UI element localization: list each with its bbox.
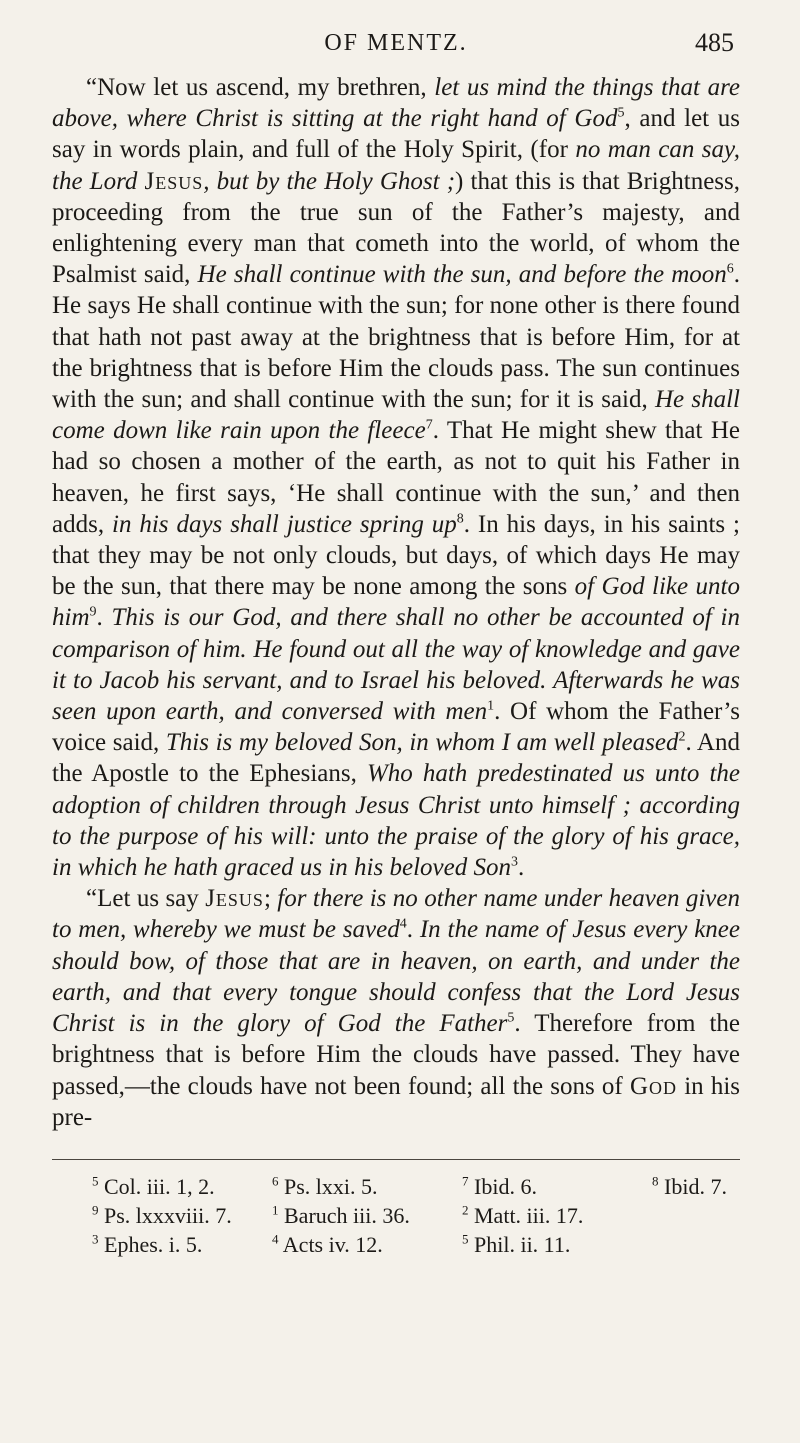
italic-run: He shall come down like rain upon the fleece <box>52 386 740 445</box>
italic-run: for there is no other name under heaven given to men, whereby we must be saved <box>52 885 740 944</box>
footnote <box>462 1230 652 1259</box>
text-run: . <box>517 854 525 882</box>
footnote <box>92 1201 272 1230</box>
footnote-ref: 3 <box>510 854 518 870</box>
footnote-text: Ephes. i. 5. <box>98 1231 203 1257</box>
text-run: ) that this is that Brightness, proceeding from the true sun of the Father’s majesty, and enlightening every man that cometh into the world, of whom the Psalmist said, <box>52 167 740 289</box>
footnote-number: 6 <box>272 1173 279 1189</box>
footnote-text: Ps. lxxi. 5. <box>278 1173 378 1199</box>
footnote-text: Ibid. 7. <box>658 1173 727 1199</box>
footnote-ref: 9 <box>89 605 97 621</box>
footnotes <box>52 1172 740 1259</box>
italic-run: let us mind the things that are above, where Christ is sitting at the right hand of God <box>52 74 740 133</box>
footnote-text: Col. iii. 1, 2. <box>98 1173 215 1199</box>
footnote-number: 2 <box>462 1202 469 1218</box>
text-run: . In his days, in his saints ; that they may be not only clouds, but days, of which days He may be the sun, that there may be none among the sons <box>52 510 740 601</box>
footnote-ref: 2 <box>678 729 686 745</box>
body-text <box>52 72 740 1133</box>
italic-run: no man can say, the Lord <box>52 136 740 195</box>
italic-run: of God like unto him <box>52 573 740 632</box>
footnote <box>462 1201 652 1230</box>
text-run: . <box>96 604 112 632</box>
footnote <box>652 1172 740 1201</box>
paragraph <box>52 72 740 883</box>
footnote-text: Baruch iii. 36. <box>278 1202 410 1228</box>
footnote-ref: 5 <box>507 1010 515 1026</box>
text-run: . That He might shew that He had so chosen a mother of the earth, as not to quit his Father in heaven, he first says, ‘He shall continue with the sun,’ and then adds, <box>52 417 740 538</box>
text-run: . <box>406 916 420 944</box>
italic-run: in his days shall justice spring up <box>112 510 457 538</box>
footnote <box>272 1230 462 1259</box>
page-number: 485 <box>695 28 734 57</box>
italic-run: , but by the Holy Ghost ; <box>203 167 456 195</box>
footnote-number: 5 <box>462 1231 469 1247</box>
footnote <box>652 1201 740 1230</box>
footnote <box>652 1230 740 1259</box>
footnote-number: 7 <box>462 1173 469 1189</box>
text-run: in his pre- <box>52 1072 740 1131</box>
footnote <box>462 1172 652 1201</box>
footnote-ref: 7 <box>425 417 433 433</box>
footnote-number: 4 <box>272 1231 279 1247</box>
text-run: “Let us say <box>86 885 206 913</box>
footnote-ref: 1 <box>487 698 495 714</box>
footnote-text: Ibid. 6. <box>468 1173 537 1199</box>
paragraph <box>52 883 740 1133</box>
footnote-number: 3 <box>92 1231 99 1247</box>
small-caps-run: Jesus <box>205 885 264 913</box>
text-run: , and let us say in words plain, and full of the Holy Spirit, (for <box>52 105 740 164</box>
italic-run: This is our God, and there shall no other be accounted of in comparison of him. He found out all the way of knowledge and gave it to Jacob his servant, and to Israel his beloved. Afterwards he was seen upon earth, and conversed with men <box>52 604 740 726</box>
small-caps-run: God <box>629 1072 678 1100</box>
footnote-ref: 8 <box>456 511 464 527</box>
footnote-text: Ps. lxxxviii. 7. <box>98 1202 232 1228</box>
text-run: ; <box>263 885 278 913</box>
running-title: OF MENTZ. <box>324 30 468 56</box>
italic-run: Who hath predestinated us unto the adoption of children through Jesus Christ unto himself ; according to the purpose of his will: unto the praise of the glory of his grace, in which he hath graced us in his beloved Son <box>52 760 740 882</box>
footnote-ref: 6 <box>726 261 734 277</box>
footnote-number: 1 <box>272 1202 279 1218</box>
text-run: . Of whom the Father’s voice said, <box>52 698 740 757</box>
running-head <box>52 0 740 68</box>
footnote-number: 9 <box>92 1202 99 1218</box>
footnote <box>92 1172 272 1201</box>
text-run: . And the Apostle to the Ephesians, <box>52 729 740 788</box>
footnote-text: Matt. iii. 17. <box>468 1202 584 1228</box>
footnote-text: Acts iv. 12. <box>278 1231 383 1257</box>
footnote-number: 5 <box>92 1173 99 1189</box>
footnote <box>92 1230 272 1259</box>
italic-run: This is my beloved Son, in whom I am well pleased <box>165 729 679 757</box>
text-run: . Therefore from the brightness that is before Him the clouds have passed. They have passed,—the clouds have not been found; all the sons of <box>52 1010 740 1100</box>
text-run: “Now let us ascend, my brethren, <box>86 74 435 101</box>
footnote-ref: 5 <box>617 105 625 121</box>
footnote-ref: 4 <box>399 917 407 933</box>
italic-run: In the name of Jesus every knee should bow, of those that are in heaven, on earth, and under the earth, and that every tongue should confess that the Lord Jesus Christ is in the glory of God the Father <box>52 916 740 1038</box>
footnote-text: Phil. ii. 11. <box>468 1231 571 1257</box>
footnote <box>272 1201 462 1230</box>
footnote-number: 8 <box>652 1173 659 1189</box>
small-caps-run: Jesus <box>144 167 204 195</box>
footnote-divider <box>52 1159 740 1160</box>
footnote <box>272 1172 462 1201</box>
text-run: . He says He shall continue with the sun; for none other is there found that hath not past away at the brightness that is before Him, for at the brightness that is before Him the clouds pass. The sun continues with the sun; and shall continue with the sun; for it is said, <box>52 261 741 414</box>
italic-run: He shall continue with the sun, and before the moon <box>197 261 727 289</box>
